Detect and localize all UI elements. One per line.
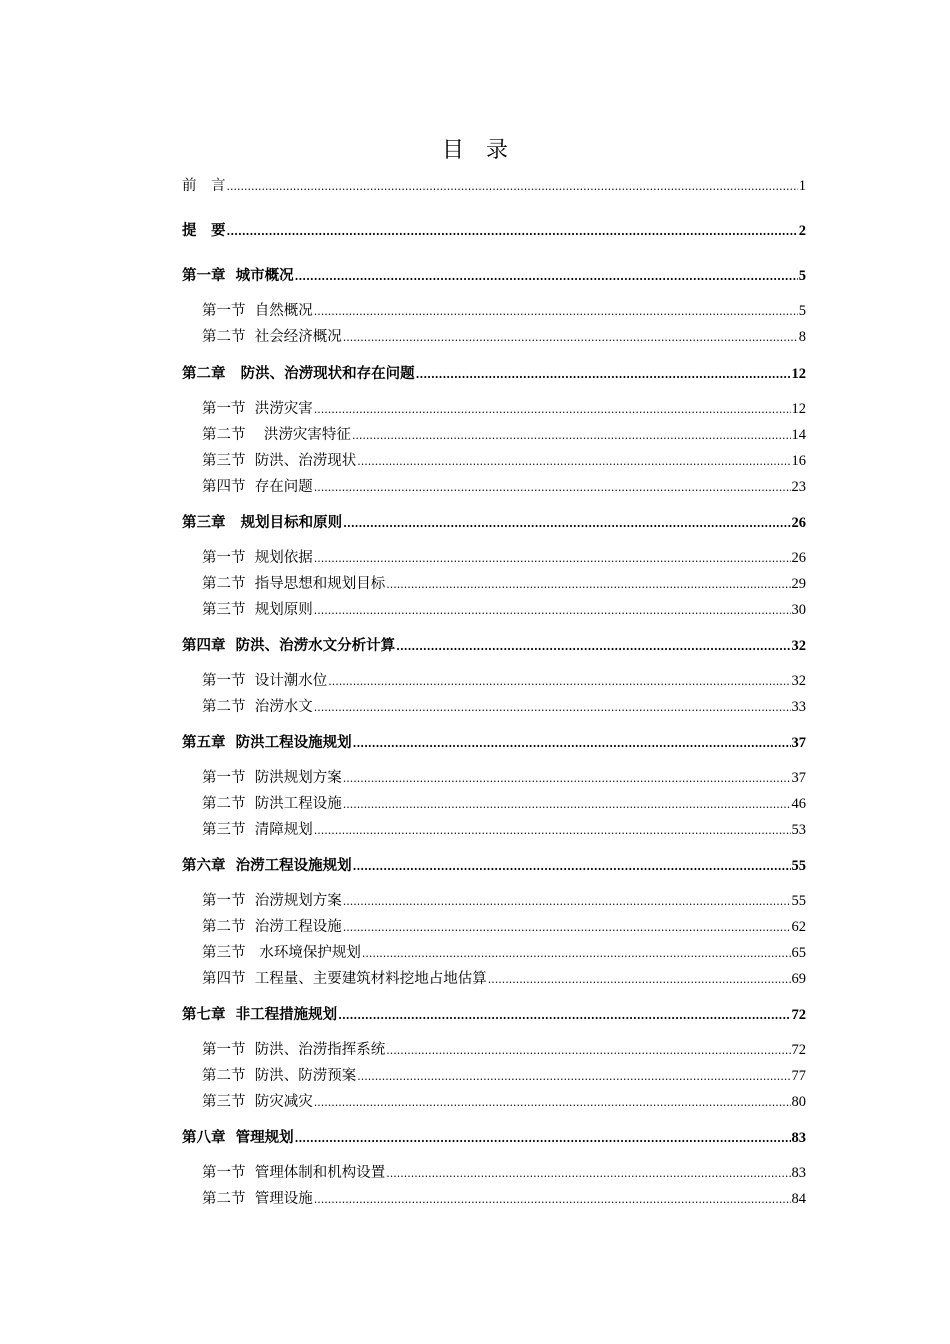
toc-entry-label: 第八章 管理规划: [182, 1129, 294, 1146]
toc-chapter-entry[interactable]: [182, 512, 806, 534]
toc-entry-label: 第二节 社会经济概况: [202, 329, 342, 345]
toc-page-number: 65: [791, 945, 806, 961]
toc-section-entry[interactable]: [202, 450, 806, 472]
toc-page-number: 55: [791, 893, 806, 909]
toc-chapter-entry[interactable]: [182, 855, 806, 877]
toc-section-entry[interactable]: [202, 793, 806, 815]
toc-title: 目 录: [441, 138, 508, 163]
toc-entry-label: 第二节 洪涝灾害特征: [202, 427, 351, 443]
toc-leader-dots: [353, 732, 791, 755]
toc-entry-label: 提 要: [182, 222, 226, 239]
toc-entry-label: 第一节 规划依据: [202, 550, 313, 566]
toc-section-entry[interactable]: [202, 398, 806, 420]
toc-page-number: 37: [791, 770, 806, 786]
toc-page-number: 16: [791, 453, 806, 469]
toc-leader-dots: [227, 175, 798, 198]
toc-entry-label: 第二节 防洪、防涝预案: [202, 1068, 357, 1084]
toc-leader-dots: [343, 793, 791, 816]
toc-leader-dots: [227, 220, 798, 243]
toc-leader-dots: [416, 363, 791, 386]
toc-page-number: 32: [791, 638, 806, 654]
toc-chapter-entry[interactable]: [182, 265, 806, 287]
toc-entry-label: 第四章 防洪、治涝水文分析计算: [182, 637, 396, 654]
toc-page-number: 53: [791, 822, 806, 838]
toc-entry-label: 第四节 存在问题: [202, 479, 313, 495]
toc-entry-label: 第一节 防洪、治涝指挥系统: [202, 1042, 386, 1058]
toc-entry-label: 第三节 防洪、治涝现状: [202, 453, 357, 469]
toc-leader-dots: [343, 512, 790, 535]
toc-leader-dots: [314, 1188, 791, 1211]
toc-entry-label: 第三节 规划原则: [202, 602, 313, 618]
toc-section-entry[interactable]: [202, 670, 806, 692]
toc-leader-dots: [357, 1065, 790, 1088]
toc-entry-label: 第一节 设计潮水位: [202, 673, 328, 689]
toc-leader-dots: [353, 855, 791, 878]
toc-entry-label: 第三节 水环境保护规划: [202, 945, 361, 961]
toc-entry[interactable]: [182, 175, 806, 197]
toc-section-entry[interactable]: [202, 942, 806, 964]
toc-page-number: 14: [791, 427, 806, 443]
toc-section-entry[interactable]: [202, 326, 806, 348]
toc-entry-label: 第二节 治涝水文: [202, 699, 313, 715]
toc-section-entry[interactable]: [202, 767, 806, 789]
toc-page-number: 62: [791, 919, 806, 935]
toc-page-number: 30: [791, 602, 806, 618]
toc-section-entry[interactable]: [202, 1065, 806, 1087]
toc-page-number: 8: [798, 329, 806, 345]
toc-page-number: 26: [791, 550, 806, 566]
toc-entry-label: 第六章 治涝工程设施规划: [182, 857, 352, 874]
toc-entry-label: 第二节 指导思想和规划目标: [202, 576, 386, 592]
toc-section-entry[interactable]: [202, 300, 806, 322]
toc-leader-dots: [314, 599, 791, 622]
toc-page-number: 72: [791, 1042, 806, 1058]
toc-chapter-entry[interactable]: [182, 1004, 806, 1026]
toc-entry-label: 第二节 治涝工程设施: [202, 919, 342, 935]
toc-entry-label: 第七章 非工程措施规划: [182, 1006, 338, 1023]
toc-entry-label: 第三章 规划目标和原则: [182, 514, 343, 531]
toc-leader-dots: [362, 942, 791, 965]
toc-page-number: 77: [791, 1068, 806, 1084]
toc-page-number: 37: [791, 735, 806, 751]
toc-entry-label: 第一节 洪涝灾害: [202, 401, 313, 417]
toc-leader-dots: [343, 326, 798, 349]
toc-entry-label: 第四节 工程量、主要建筑材料挖地占地估算: [202, 971, 487, 987]
toc-entry-label: 第三节 防灾减灾: [202, 1094, 313, 1110]
toc-page-number: 5: [798, 303, 806, 319]
toc-page-number: 1: [798, 178, 806, 194]
toc-entry-label: 第一节 自然概况: [202, 303, 313, 319]
toc-section-entry[interactable]: [202, 819, 806, 841]
toc-page-number: 12: [791, 366, 806, 382]
toc-section-entry[interactable]: [202, 476, 806, 498]
toc-section-entry[interactable]: [202, 573, 806, 595]
toc-section-entry[interactable]: [202, 1188, 806, 1210]
toc-entry-label: 第一节 治涝规划方案: [202, 893, 342, 909]
toc-entry-label: 第五章 防洪工程设施规划: [182, 734, 352, 751]
toc-chapter-entry[interactable]: [182, 635, 806, 657]
toc-leader-dots: [295, 1127, 791, 1150]
toc-entry-label: 前 言: [182, 178, 226, 194]
toc-page-number: 32: [791, 673, 806, 689]
toc-page-number: 26: [791, 515, 806, 531]
toc-chapter-entry[interactable]: [182, 220, 806, 242]
toc-page-number: 55: [791, 858, 806, 874]
toc-leader-dots: [314, 1091, 791, 1114]
toc-section-entry[interactable]: [202, 916, 806, 938]
toc-leader-dots: [328, 670, 790, 693]
toc-chapter-entry[interactable]: [182, 363, 806, 385]
toc-page-number: 83: [791, 1165, 806, 1181]
toc-page-number: 83: [791, 1130, 806, 1146]
toc-leader-dots: [314, 398, 791, 421]
toc-page-number: 72: [791, 1007, 806, 1023]
toc-page-number: 12: [791, 401, 806, 417]
toc-section-entry[interactable]: [202, 424, 806, 446]
toc-entry-label: 第二节 防洪工程设施: [202, 796, 342, 812]
toc-page-number: 69: [791, 971, 806, 987]
toc-leader-dots: [314, 547, 791, 570]
toc-section-entry[interactable]: [202, 547, 806, 569]
toc-page-number: 46: [791, 796, 806, 812]
toc-leader-dots: [488, 968, 791, 991]
toc-leader-dots: [357, 450, 790, 473]
toc-leader-dots: [314, 300, 798, 323]
toc-leader-dots: [352, 424, 791, 447]
toc-entry-label: 第一章 城市概况: [182, 267, 294, 284]
toc-page-number: 84: [791, 1191, 806, 1207]
toc-entry-label: 第一节 管理体制和机构设置: [202, 1165, 386, 1181]
toc-page-number: 33: [791, 699, 806, 715]
toc-leader-dots: [396, 635, 790, 658]
toc-entry-label: 第三节 清障规划: [202, 822, 313, 838]
toc-section-entry[interactable]: [202, 1039, 806, 1061]
toc-leader-dots: [386, 1039, 790, 1062]
toc-leader-dots: [314, 696, 791, 719]
toc-page-number: 80: [791, 1094, 806, 1110]
toc-leader-dots: [338, 1004, 790, 1027]
toc-leader-dots: [295, 265, 798, 288]
toc-chapter-entry[interactable]: [182, 1127, 806, 1149]
toc-leader-dots: [386, 573, 790, 596]
toc-leader-dots: [314, 476, 791, 499]
toc-page-number: 2: [798, 223, 806, 239]
toc-page-number: 5: [798, 268, 806, 284]
toc-section-entry[interactable]: [202, 599, 806, 621]
toc-entry-label: 第二节 管理设施: [202, 1191, 313, 1207]
toc-section-entry[interactable]: [202, 696, 806, 718]
toc-leader-dots: [343, 890, 791, 913]
toc-entry-label: 第一节 防洪规划方案: [202, 770, 342, 786]
toc-leader-dots: [343, 767, 791, 790]
toc-leader-dots: [314, 819, 791, 842]
toc-section-entry[interactable]: [202, 1162, 806, 1184]
toc-section-entry[interactable]: [202, 968, 806, 990]
toc-section-entry[interactable]: [202, 890, 806, 912]
toc-section-entry[interactable]: [202, 1091, 806, 1113]
toc-entry-label: 第二章 防洪、治涝现状和存在问题: [182, 365, 415, 382]
toc-leader-dots: [343, 916, 791, 939]
toc-chapter-entry[interactable]: [182, 732, 806, 754]
toc-page-number: 23: [791, 479, 806, 495]
toc-leader-dots: [386, 1162, 790, 1185]
toc-page-number: 29: [791, 576, 806, 592]
